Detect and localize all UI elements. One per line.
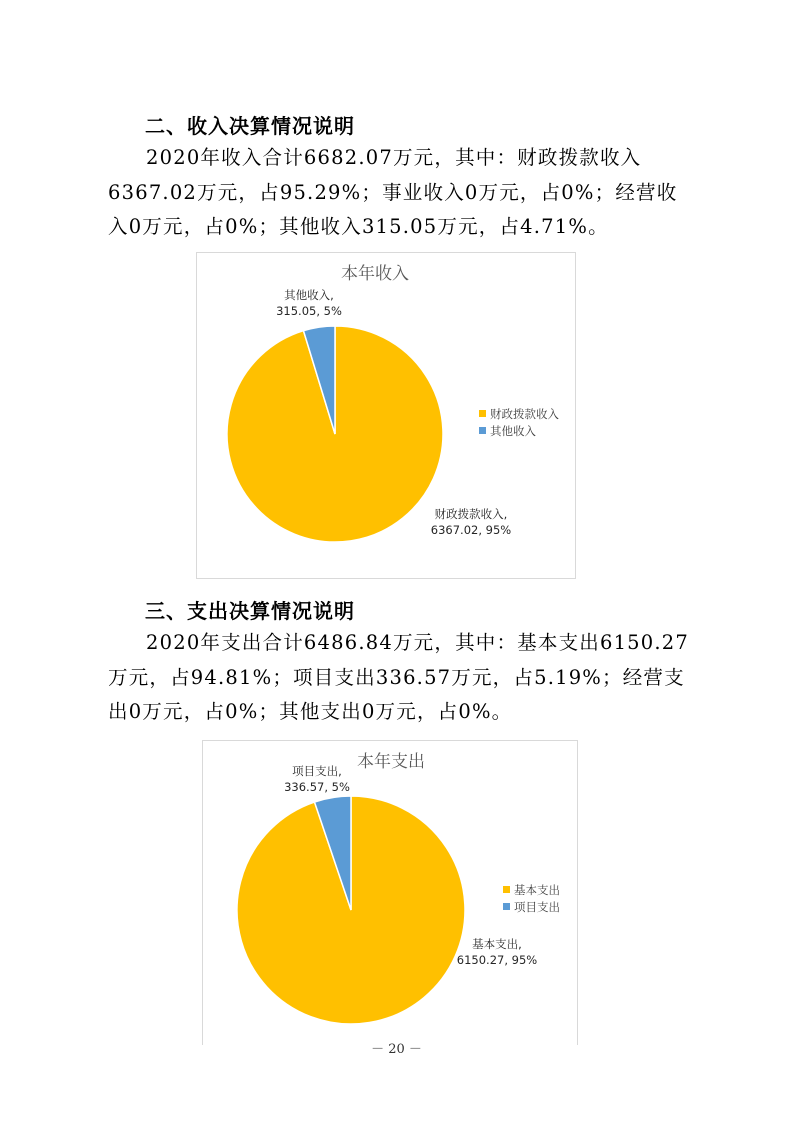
- expenditure-paragraph: 2020年支出合计6486.84万元，其中：基本支出6150.27万元，占94.81%；项目支出336.57万元，占5.19%；经营支出0万元，占0%；其他支出0万元，占0%。: [108, 631, 690, 723]
- expenditure-pie-chart: [202, 740, 578, 1045]
- income-paragraph: 2020年收入合计6682.07万元，其中：财政拨款收入6367.02万元，占95.29%；事业收入0万元，占0%；经营收入0万元，占0%；其他收入315.05万元，占4.71%。: [108, 146, 678, 238]
- pie-data-label: 315.05, 5%: [276, 304, 342, 318]
- chart-title: 本年支出: [357, 752, 425, 772]
- pie-data-label: 财政拨款收入,: [434, 507, 508, 521]
- pie-data-label: 6367.02, 95%: [430, 523, 512, 537]
- income-pie-chart: [196, 252, 576, 579]
- page-number: － 20 －: [371, 1042, 422, 1057]
- legend-entry: 基本支出: [514, 883, 560, 897]
- section-heading-expenditure: 三、支出决算情况说明: [145, 599, 355, 623]
- pie-data-label: 6150.27, 95%: [456, 953, 538, 967]
- legend-entry: 其他收入: [490, 424, 536, 438]
- legend-entry: 项目支出: [514, 900, 560, 914]
- pie-data-label: 336.57, 5%: [284, 780, 350, 794]
- legend-swatch: [503, 886, 510, 893]
- section-heading-income: 二、收入决算情况说明: [145, 114, 355, 138]
- pie-data-label: 基本支出,: [472, 937, 522, 951]
- legend-swatch: [479, 427, 486, 434]
- income-pie-svg: [197, 253, 575, 578]
- pie-data-label: 项目支出,: [292, 764, 342, 778]
- chart-title: 本年收入: [341, 264, 409, 284]
- legend-swatch: [503, 903, 510, 910]
- legend-entry: 财政拨款收入: [490, 407, 559, 421]
- legend-swatch: [479, 410, 486, 417]
- expenditure-pie-svg: [203, 741, 577, 1045]
- pie-data-label: 其他收入,: [284, 288, 334, 302]
